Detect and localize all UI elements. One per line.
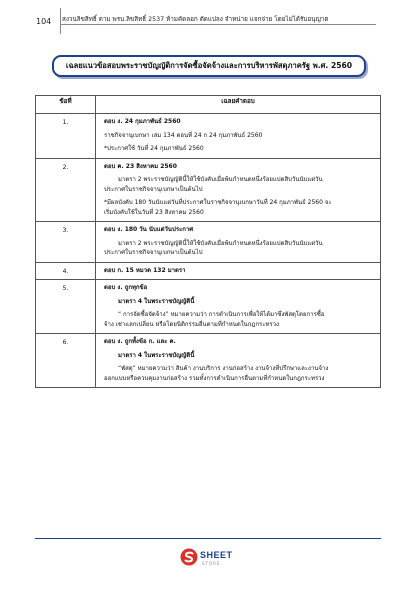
- answer-line: ตอบ ง. 24 กุมภาพันธ์ 2560: [104, 118, 181, 125]
- page-header: [0, 0, 416, 44]
- explanation-line: มาตรา 4 ในพระราชบัญญัตินี้: [118, 297, 195, 305]
- table-row: [36, 222, 381, 263]
- explanation-line: *ประกาศใช้ วันที่ 24 กุมภาพันธ์ 2560: [104, 145, 204, 152]
- document-title: เฉลยแนวข้อสอบพระราชบัญญัติการจัดซื้อจัดจ้างและการบริหารพัสดุภาครัฐ พ.ศ. 2560: [65, 61, 353, 70]
- table-row: [36, 334, 381, 388]
- table-header-row: [36, 96, 381, 114]
- brand-name: SHEET: [200, 550, 233, 560]
- table-row: [36, 114, 381, 159]
- explanation-line: ประกาศในราชกิจจานุเบกษาเป็นต้นไป: [104, 185, 203, 193]
- answer-table: [35, 95, 381, 388]
- question-number: 2.: [36, 158, 96, 222]
- explanation-line: ประกาศในราชกิจจานุเบกษาเป็นต้นไป: [104, 249, 203, 256]
- table-row: [36, 262, 381, 280]
- explanation-line: เริ่มบังคับใช้ในวันที่ 23 สิงหาคม 2560: [104, 208, 204, 216]
- question-number: 4.: [36, 262, 96, 280]
- header-divider: [60, 8, 61, 34]
- explanation-line: ราชกิจจานุเบกษา เล่ม 134 ตอนที่ 24 ก 24 กุมภาพันธ์ 2560: [104, 131, 263, 139]
- question-number: 5.: [36, 280, 96, 334]
- answer-cell: [96, 262, 381, 280]
- answer-cell: [96, 334, 381, 388]
- explanation-line: ออกแบบหรือควบคุมงานก่อสร้าง รวมทั้งการดำเนินการอื่นตามที่กำหนดในกฎกระทรวง: [104, 374, 325, 382]
- sheet-logo-icon: [180, 548, 198, 566]
- answer-line: ตอบ ก. 15 หมวด 132 มาตรา: [104, 266, 186, 274]
- table-row: [36, 158, 381, 222]
- copyright-notice: สงวนลิขสิทธิ์ ตาม พรบ.ลิขสิทธิ์ 2537 ห้ามคัดลอก ตัดแปลง จำหน่าย แจกจ่าย โดยไม่ได้รับอนุญาต: [62, 16, 329, 23]
- title-box: [52, 55, 366, 77]
- answer-cell: [96, 280, 381, 334]
- explanation-line: มาตรา 2 พระราชบัญญัตินี้ให้ใช้บังคับเมื่อพ้นกำหนดหนึ่งร้อยแปดสิบวันนับแต่วัน: [118, 239, 323, 247]
- column-header-number: ข้อที่: [36, 96, 96, 114]
- explanation-line: มาตรา 2 พระราชบัญญัตินี้ให้ใช้บังคับเมื่อพ้นกำหนดหนึ่งร้อยแปดสิบวันนับแต่วัน: [118, 176, 323, 183]
- column-header-answer: เฉลยคำตอบ: [96, 96, 381, 114]
- answer-cell: [96, 114, 381, 159]
- question-number: 1.: [36, 114, 96, 159]
- page-number: 104: [36, 17, 52, 26]
- question-number: 3.: [36, 222, 96, 263]
- question-number: 6.: [36, 334, 96, 388]
- header-underline: [60, 24, 376, 25]
- sheet-store-logo: [180, 548, 240, 570]
- answer-line: ตอบ ง. ถูกทุกข้อ: [104, 284, 148, 291]
- explanation-line: “ การจัดซื้อจัดจ้าง” หมายความว่า การดำเนินการเพื่อให้ได้มาซึ่งพัสดุโดยการซื้อ: [118, 311, 325, 318]
- explanation-line: มาตรา 4 ในพระราชบัญญัตินี้: [118, 351, 195, 359]
- answer-cell: [96, 222, 381, 263]
- explanation-line: จ้าง เช่าแลกเปลี่ยน หรือโดยนิติกรรมอื่นตามที่กำหนดในกฎกระทรวง: [104, 320, 279, 328]
- explanation-line: “พัสดุ” หมายความว่า สินค้า งานบริการ งานก่อสร้าง งานจ้างที่ปรึกษาและงานจ้าง: [118, 365, 329, 372]
- table-row: [36, 280, 381, 334]
- brand-subtitle: STORE: [202, 561, 221, 566]
- answer-line: ตอบ ง. 180 วัน นับแต่วันประกาศ: [104, 226, 194, 233]
- answer-line: ตอบ ง. ถูกทั้งข้อ ก. และ ค.: [104, 338, 176, 345]
- answer-line: ตอบ ค. 23 สิงหาคม 2560: [104, 162, 177, 170]
- answer-cell: [96, 158, 381, 222]
- explanation-line: *มีผลบังคับ 180 วันนับแต่วันที่ประกาศในราชกิจจานุเบกษาวันที่ 24 กุมภาพันธ์ 2560 จะ: [104, 199, 332, 206]
- footer-divider: [35, 538, 381, 539]
